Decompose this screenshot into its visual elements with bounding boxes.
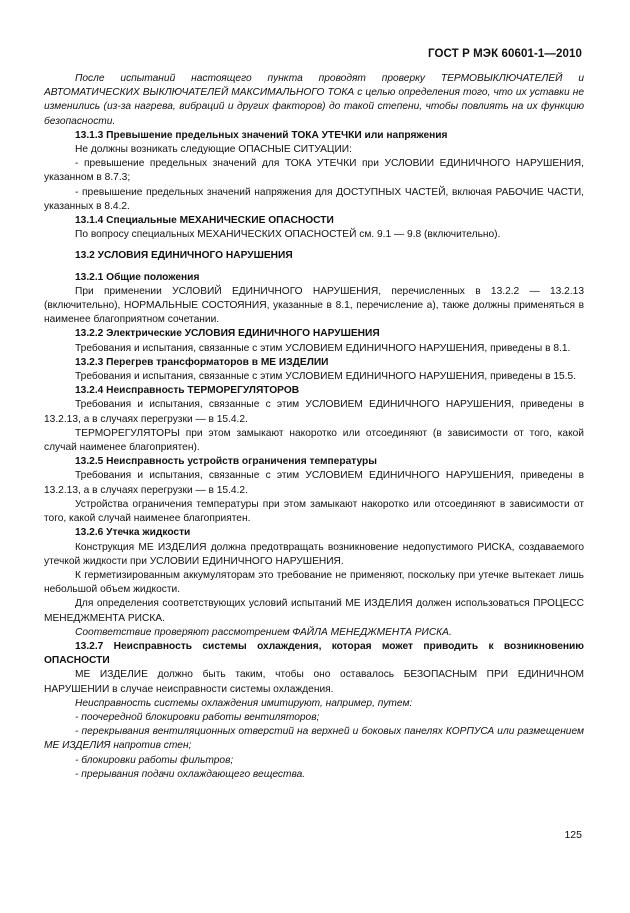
list-item: - блокировки работы фильтров; [75, 754, 234, 766]
section-heading-13-2-6: 13.2.6 Утечка жидкости [75, 527, 191, 539]
paragraph: Требования и испытания, связанные с этим УСЛОВИЕМ ЕДИНИЧНОГО НАРУШЕНИЯ, приведены в 15.5. [75, 371, 576, 383]
list-item: - поочередной блокировки работы вентиляторов; [75, 711, 320, 723]
compliance-note: Соответствие проверяют рассмотрением ФАЙЛА МЕНЕДЖМЕНТА РИСКА. [75, 626, 452, 638]
paragraph: Конструкция МЕ ИЗДЕЛИЯ должна предотвращать возникновение недопустимого РИСКА, создаваемого утечкой жидкости при УСЛОВИИ ЕДИНИЧНОГО НАРУШЕНИЯ. [44, 541, 584, 567]
paragraph: Устройства ограничения температуры при этом замыкают накоротко или отсоединяют в зависимости от того, какой случай наименее благоприятен. [44, 498, 584, 525]
section-heading-13-2-3: 13.2.3 Перегрев трансформаторов в МЕ ИЗДЕЛИИ [75, 356, 329, 368]
document-header: ГОСТ Р МЭК 60601-1—2010 [428, 48, 582, 60]
section-heading-13-2: 13.2 УСЛОВИЯ ЕДИНИЧНОГО НАРУШЕНИЯ [75, 250, 293, 262]
paragraph: Для определения соответствующих условий испытаний МЕ ИЗДЕЛИЯ должен использоваться ПРОЦЕСС МЕНЕДЖМЕНТА РИСКА. [44, 598, 584, 624]
paragraph: МЕ ИЗДЕЛИЕ должно быть таким, чтобы оно оставалось БЕЗОПАСНЫМ ПРИ ЕДИНИЧНОМ НАРУШЕНИИ в случае неисправности системы охлаждения. [44, 669, 584, 695]
section-heading-13-2-4: 13.2.4 Неисправность ТЕРМОРЕГУЛЯТОРОВ [75, 385, 300, 397]
section-heading-13-1-4: 13.1.4 Специальные МЕХАНИЧЕСКИЕ ОПАСНОСТИ [75, 215, 334, 227]
test-method-intro: Неисправность системы охлаждения имитируют, например, путем: [75, 697, 413, 709]
paragraph: При применении УСЛОВИЙ ЕДИНИЧНОГО НАРУШЕНИЯ, перечисленных в 13.2.2 — 13.2.13 (включительно), НОРМАЛЬНЫЕ СОСТОЯНИЯ, указанные в 8.1, перечисление a), также должны применяться в наименее благоприятном сочетании. [44, 285, 584, 326]
paragraph: Требования и испытания, связанные с этим УСЛОВИЕМ ЕДИНИЧНОГО НАРУШЕНИЯ, приведены в 13.2.13, а в случаях перегрузки — в 15.4.2. [44, 399, 584, 425]
section-heading-13-2-1: 13.2.1 Общие положения [75, 271, 200, 283]
list-item: - превышение предельных значений для ТОКА УТЕЧКИ при УСЛОВИИ ЕДИНИЧНОГО НАРУШЕНИЯ, указанном в 8.7.3; [44, 158, 584, 184]
paragraph: Требования и испытания, связанные с этим УСЛОВИЕМ ЕДИНИЧНОГО НАРУШЕНИЯ, приведены в 13.2.13, а в случаях перегрузки — в 15.4.2. [44, 470, 584, 496]
page-body [44, 72, 584, 782]
list-item: - превышение предельных значений напряжения для ДОСТУПНЫХ ЧАСТЕЙ, включая РАБОЧИЕ ЧАСТИ, указанных в 8.4.2. [44, 186, 584, 212]
section-heading-13-2-7: 13.2.7 Неисправность системы охлаждения, которая может приводить к возникновению ОПАСНОСТИ [44, 640, 584, 667]
section-heading-13-2-2: 13.2.2 Электрические УСЛОВИЯ ЕДИНИЧНОГО НАРУШЕНИЯ [75, 328, 380, 340]
paragraph: К герметизированным аккумуляторам это требование не применяют, поскольку при утечке вытекает лишь небольшой объем жидкости. [44, 569, 584, 596]
section-heading-13-1-3: 13.1.3 Превышение предельных значений ТОКА УТЕЧКИ или напряжения [75, 129, 448, 141]
paragraph: ТЕРМОРЕГУЛЯТОРЫ при этом замыкают накоротко или отсоединяют (в зависимости от того, какой случай наименее благоприятен). [44, 427, 584, 454]
paragraph: Требования и испытания, связанные с этим УСЛОВИЕМ ЕДИНИЧНОГО НАРУШЕНИЯ, приведены в 8.1. [75, 342, 571, 354]
list-item: - прерывания подачи охлаждающего вещества. [75, 768, 306, 780]
paragraph-inspection-note: После испытаний настоящего пункта проводят проверку ТЕРМОВЫКЛЮЧАТЕЛЕЙ и АВТОМАТИЧЕСКИХ ВЫКЛЮЧАТЕЛЕЙ МАКСИМАЛЬНОГО ТОКА с целью определения того, что их уставки не изменились (из-за нагрева, вибраций и других факторов) до такой степени, чтобы повлиять на их функцию безопасности. [44, 73, 584, 127]
section-heading-13-2-5: 13.2.5 Неисправность устройств ограничения температуры [75, 456, 377, 468]
page-number: 125 [564, 829, 582, 841]
paragraph: По вопросу специальных МЕХАНИЧЕСКИХ ОПАСНОСТЕЙ см. 9.1 — 9.8 (включительно). [75, 229, 501, 241]
paragraph: Не должны возникать следующие ОПАСНЫЕ СИТУАЦИИ: [75, 144, 352, 156]
list-item: - перекрывания вентиляционных отверстий на верхней и боковых панелях КОРПУСА или размещением МЕ ИЗДЕЛИЯ напротив стен; [44, 726, 584, 752]
